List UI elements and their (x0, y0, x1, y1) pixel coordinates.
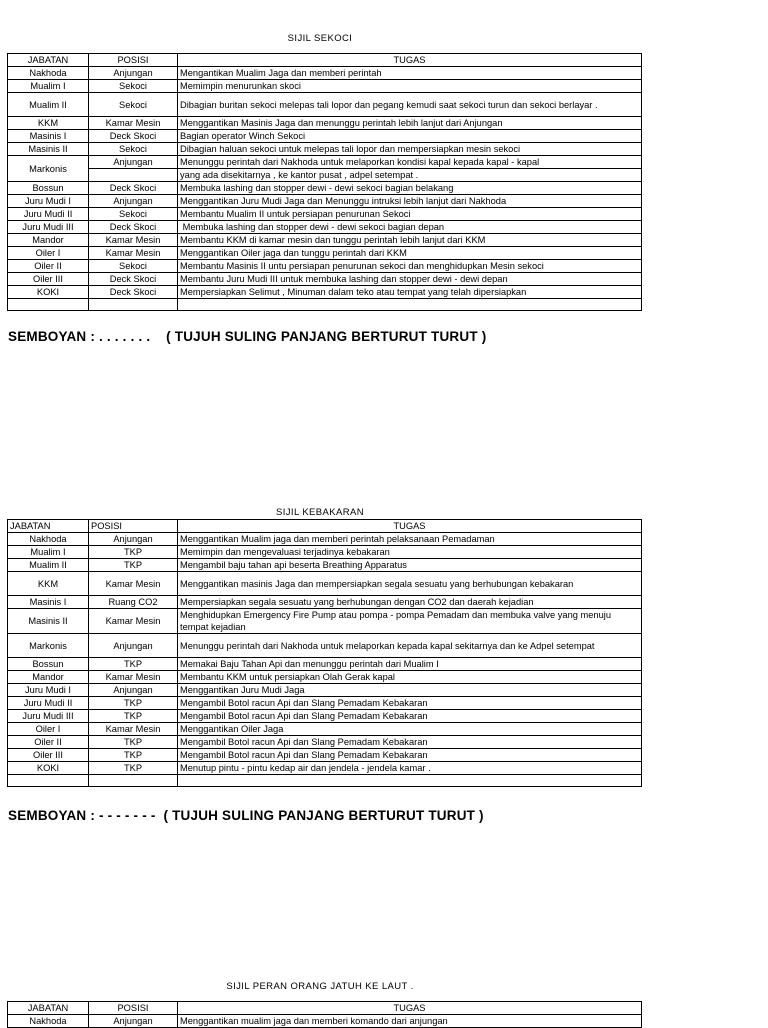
table-row (8, 749, 642, 762)
cell-tugas: Mengambil Botol racun Api dan Slang Pemadam Kebakaran (178, 736, 642, 749)
cell-jabatan: Juru Mudi II (8, 697, 89, 710)
table-row (8, 260, 642, 273)
cell-posisi: Kamar Mesin (89, 723, 178, 736)
cell-tugas: Menggantikan Mualim jaga dan memberi perintah pelaksanaan Pemadaman (178, 533, 642, 546)
table-row (8, 182, 642, 195)
cell-jabatan: Juru Mudi III (8, 710, 89, 723)
table-row (8, 273, 642, 286)
table-row (8, 117, 642, 130)
cell-tugas: Menggantikan Masinis Jaga dan menunggu perintah lebih lanjut dari Anjungan (178, 117, 642, 130)
cell-tugas: Menunggu perintah dari Nakhoda untuk melaporkan kepada kapal sekitarnya dan ke Adpel setempat (178, 634, 642, 658)
table-row (8, 208, 642, 221)
cell-posisi: TKP (89, 710, 178, 723)
table-row (8, 286, 642, 299)
table-row (8, 559, 642, 572)
table-row (8, 247, 642, 260)
cell-jabatan: Mandor (8, 234, 89, 247)
cell-tugas: Mengambil baju tahan api beserta Breathing Apparatus (178, 559, 642, 572)
table-row (8, 710, 642, 723)
cell-tugas: Menunggu perintah dari Nakhoda untuk melaporkan kondisi kapal kepada kapal - kapal (178, 156, 642, 169)
cell-posisi: Anjungan (89, 67, 178, 80)
table-row (8, 93, 642, 117)
cell-posisi: Sekoci (89, 260, 178, 273)
cell-posisi: Anjungan (89, 156, 178, 169)
table-row (8, 130, 642, 143)
cell-tugas: Mengambil Botol racun Api dan Slang Pemadam Kebakaran (178, 697, 642, 710)
table-row (8, 671, 642, 684)
cell-jabatan: Juru Mudi III (8, 221, 89, 234)
cell-jabatan: Masinis I (8, 596, 89, 609)
table-row (8, 684, 642, 697)
cell-posisi: Sekoci (89, 80, 178, 93)
cell-posisi: Sekoci (89, 208, 178, 221)
cell-tugas: Bagian operator Winch Sekoci (178, 130, 642, 143)
cell-posisi: Anjungan (89, 684, 178, 697)
cell-tugas: Menggantikan masinis Jaga dan mempersiapkan segala sesuatu yang berhubungan kebakaran (178, 572, 642, 596)
cell-posisi: Anjungan (89, 1015, 178, 1028)
header-jabatan: JABATAN (8, 1002, 89, 1015)
table-row-empty (8, 775, 642, 787)
table-kebakaran (7, 519, 642, 787)
cell-jabatan: Bossun (8, 658, 89, 671)
semboyan-sekoci: SEMBOYAN : . . . . . . . ( TUJUH SULING PANJANG BERTURUT TURUT ) (8, 329, 487, 344)
cell-jabatan (8, 775, 89, 787)
table-row (8, 143, 642, 156)
table-row (8, 221, 642, 234)
table-row (8, 609, 642, 634)
cell-jabatan: Juru Mudi I (8, 684, 89, 697)
cell-jabatan: KKM (8, 117, 89, 130)
cell-jabatan: Oiler III (8, 749, 89, 762)
cell-tugas: Menggantikan Oiler Jaga (178, 723, 642, 736)
table-sekoci (7, 53, 642, 311)
cell-posisi: Kamar Mesin (89, 117, 178, 130)
cell-jabatan: Mandor (8, 671, 89, 684)
cell-posisi (89, 299, 178, 311)
cell-jabatan: Markonis (8, 634, 89, 658)
table-row (8, 195, 642, 208)
section-title-orang-jatuh: SIJIL PERAN ORANG JATUH KE LAUT . (226, 981, 414, 992)
cell-posisi: Kamar Mesin (89, 247, 178, 260)
cell-jabatan: Mualim II (8, 559, 89, 572)
cell-jabatan: Juru Mudi I (8, 195, 89, 208)
cell-tugas: Memimpin menurunkan skoci (178, 80, 642, 93)
table-row (8, 658, 642, 671)
cell-tugas: Membantu KKM untuk persiapkan Olah Gerak kapal (178, 671, 642, 684)
cell-posisi: Kamar Mesin (89, 234, 178, 247)
cell-jabatan: Nakhoda (8, 533, 89, 546)
cell-posisi: Kamar Mesin (89, 671, 178, 684)
cell-tugas: Dibagian buritan sekoci melepas tali lopor dan pegang kemudi saat sekoci turun dan sekoci berlayar . (178, 93, 642, 117)
cell-tugas: Mengambil Botol racun Api dan Slang Pemadam Kebakaran (178, 749, 642, 762)
cell-jabatan (8, 299, 89, 311)
table-header-row (8, 520, 642, 533)
cell-jabatan: KOKI (8, 286, 89, 299)
cell-posisi: Sekoci (89, 143, 178, 156)
table-row (8, 634, 642, 658)
table-row (8, 234, 642, 247)
table-row (8, 736, 642, 749)
header-tugas: TUGAS (178, 1002, 642, 1015)
cell-jabatan: Oiler III (8, 273, 89, 286)
cell-tugas: Mempersiapkan segala sesuatu yang berhubungan dengan CO2 dan daerah kejadian (178, 596, 642, 609)
section-title-kebakaran: SIJIL KEBAKARAN (275, 507, 364, 518)
semboyan-kebakaran: SEMBOYAN : - - - - - - - ( TUJUH SULING PANJANG BERTURUT TURUT ) (8, 808, 484, 823)
table-row (8, 762, 642, 775)
cell-posisi: Deck Skoci (89, 286, 178, 299)
cell-tugas: Membantu Masinis II untu persiapan penurunan sekoci dan menghidupkan Mesin sekoci (178, 260, 642, 273)
cell-tugas: Mengantikan Mualim Jaga dan memberi perintah (178, 67, 642, 80)
cell-jabatan: Bossun (8, 182, 89, 195)
cell-posisi: TKP (89, 736, 178, 749)
cell-tugas: Memimpin dan mengevaluasi terjadinya kebakaran (178, 546, 642, 559)
cell-tugas: Menghidupkan Emergency Fire Pump atau pompa - pompa Pemadam dan membuka valve yang menuju tempat kejadian (178, 609, 642, 634)
cell-tugas: Membuka lashing dan stopper dewi - dewi sekoci bagian depan (178, 221, 642, 234)
table-row (8, 80, 642, 93)
cell-tugas: Menutup pintu - pintu kedap air dan jendela - jendela kamar . (178, 762, 642, 775)
cell-posisi: Sekoci (89, 93, 178, 117)
header-posisi: POSISI (89, 54, 178, 67)
table-row (8, 67, 642, 80)
cell-posisi: Ruang CO2 (89, 596, 178, 609)
cell-jabatan: Masinis II (8, 143, 89, 156)
cell-tugas: Menggantikan Oiler jaga dan tunggu perintah dari KKM (178, 247, 642, 260)
cell-jabatan: KOKI (8, 762, 89, 775)
cell-tugas: Menggantikan Juru Mudi Jaga (178, 684, 642, 697)
cell-posisi: TKP (89, 749, 178, 762)
header-jabatan: JABATAN (8, 54, 89, 67)
cell-tugas: Membuka lashing dan stopper dewi - dewi sekoci bagian belakang (178, 182, 642, 195)
cell-tugas: Menggantikan Juru Mudi Jaga dan Menunggu intruksi lebih lanjut dari Nakhoda (178, 195, 642, 208)
cell-posisi: TKP (89, 762, 178, 775)
cell-posisi: Deck Skoci (89, 273, 178, 286)
cell-tugas: Mengambil Botol racun Api dan Slang Pemadam Kebakaran (178, 710, 642, 723)
cell-jabatan: Mualim I (8, 546, 89, 559)
header-jabatan: JABATAN (8, 520, 89, 533)
cell-posisi: Anjungan (89, 195, 178, 208)
cell-jabatan: KKM (8, 572, 89, 596)
table-header-row (8, 1002, 642, 1015)
cell-posisi: TKP (89, 559, 178, 572)
table-row (8, 1015, 642, 1028)
table-row (8, 572, 642, 596)
cell-jabatan: Oiler II (8, 736, 89, 749)
cell-jabatan: Oiler I (8, 247, 89, 260)
cell-tugas: yang ada disekitarnya , ke kantor pusat , adpel setempat . (178, 169, 642, 182)
table-row (8, 596, 642, 609)
table-row (8, 697, 642, 710)
cell-tugas (178, 299, 642, 311)
cell-jabatan: Nakhoda (8, 67, 89, 80)
header-posisi: POSISI (89, 1002, 178, 1015)
cell-jabatan: Mualim II (8, 93, 89, 117)
header-tugas: TUGAS (178, 520, 642, 533)
table-row (8, 723, 642, 736)
cell-jabatan: Oiler II (8, 260, 89, 273)
cell-jabatan: Markonis (8, 156, 89, 182)
cell-jabatan: Masinis II (8, 609, 89, 634)
cell-posisi (89, 169, 178, 182)
section-title-sekoci: SIJIL SEKOCI (287, 33, 353, 44)
cell-posisi: TKP (89, 546, 178, 559)
cell-jabatan: Juru Mudi II (8, 208, 89, 221)
cell-tugas: Membantu Juru Mudi III untuk membuka lashing dan stopper dewi - dewi depan (178, 273, 642, 286)
cell-posisi (89, 775, 178, 787)
cell-tugas: Menggantikan mualim jaga dan memberi komando dari anjungan (178, 1015, 642, 1028)
cell-tugas: Mempersiapkan Selimut , Minuman dalam teko atau tempat yang telah dipersiapkan (178, 286, 642, 299)
cell-posisi: Kamar Mesin (89, 572, 178, 596)
cell-posisi: Anjungan (89, 634, 178, 658)
cell-tugas: Membantu KKM di kamar mesin dan tunggu perintah lebih lanjut dari KKM (178, 234, 642, 247)
table-row (8, 533, 642, 546)
header-posisi: POSISI (89, 520, 178, 533)
cell-posisi: Deck Skoci (89, 182, 178, 195)
cell-posisi: TKP (89, 697, 178, 710)
table-row (8, 156, 642, 169)
cell-jabatan: Oiler I (8, 723, 89, 736)
cell-tugas: Membantu Mualim II untuk persiapan penurunan Sekoci (178, 208, 642, 221)
table-header-row (8, 54, 642, 67)
cell-posisi: Kamar Mesin (89, 609, 178, 634)
cell-posisi: Deck Skoci (89, 130, 178, 143)
cell-tugas: Dibagian haluan sekoci untuk melepas tali lopor dan mempersiapkan mesin sekoci (178, 143, 642, 156)
cell-jabatan: Mualim I (8, 80, 89, 93)
cell-posisi: Anjungan (89, 533, 178, 546)
cell-tugas: Memakai Baju Tahan Api dan menunggu perintah dari Mualim I (178, 658, 642, 671)
cell-jabatan: Masinis I (8, 130, 89, 143)
cell-posisi: TKP (89, 658, 178, 671)
cell-jabatan: Nakhoda (8, 1015, 89, 1028)
table-row (8, 546, 642, 559)
header-tugas: TUGAS (178, 54, 642, 67)
cell-tugas (178, 775, 642, 787)
table-row (8, 169, 642, 182)
cell-posisi: Deck Skoci (89, 221, 178, 234)
table-row-empty (8, 299, 642, 311)
